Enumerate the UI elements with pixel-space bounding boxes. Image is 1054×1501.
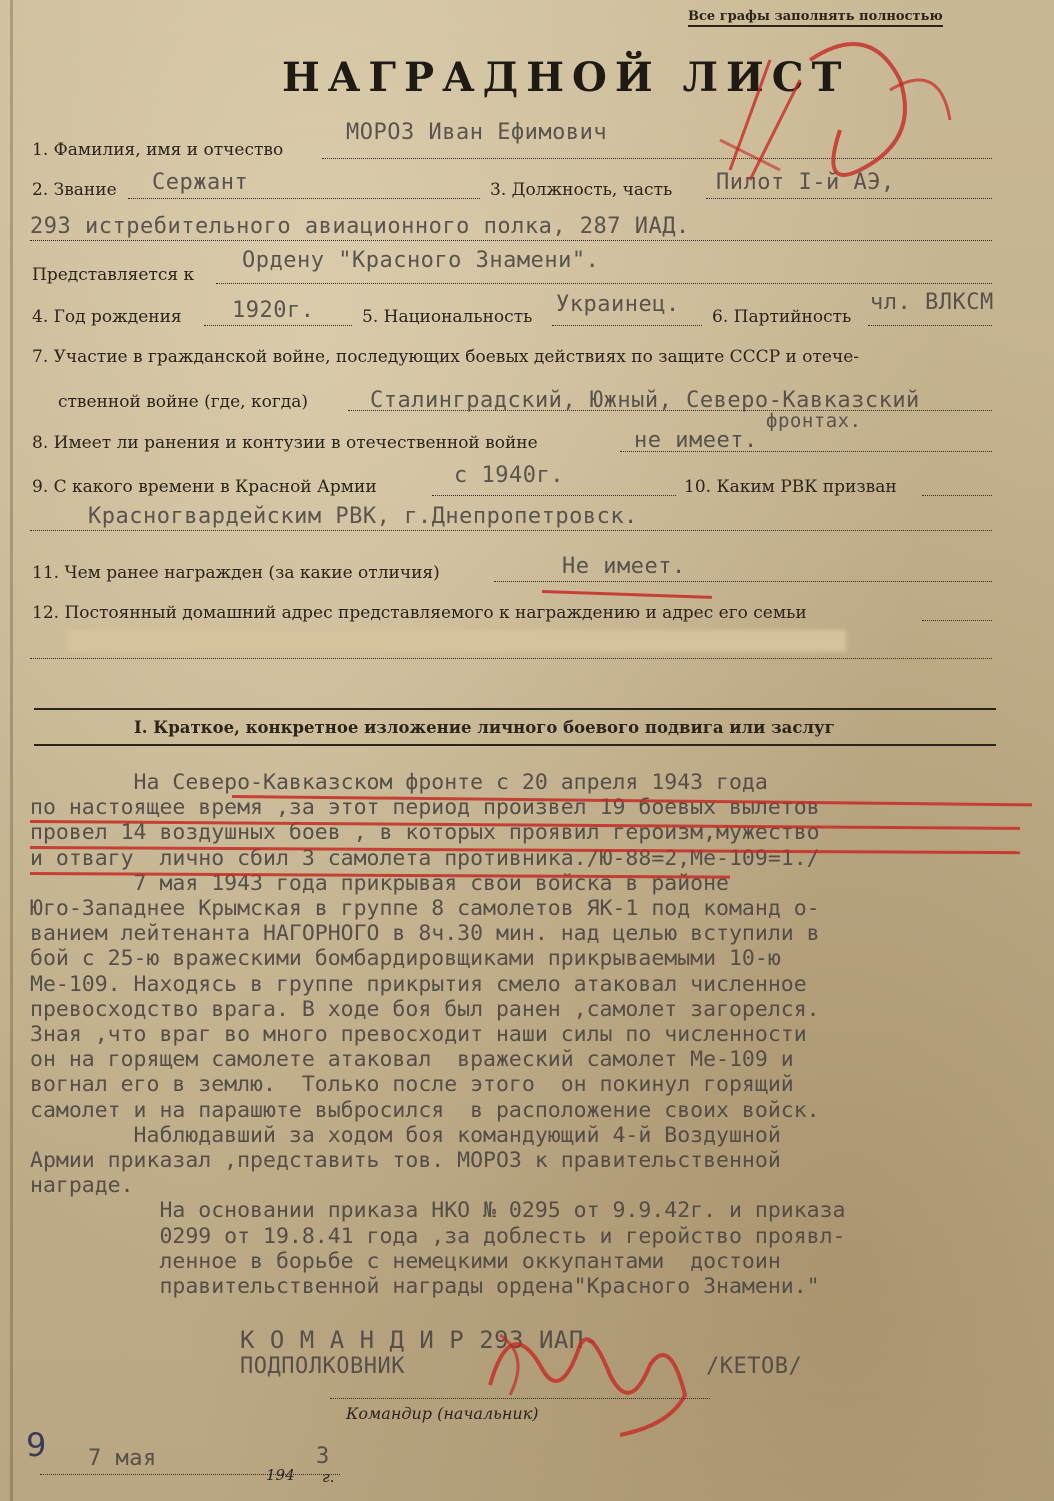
field-11-line [494,581,992,582]
date-suffix: г. [322,1468,335,1486]
field-1-value: МОРОЗ Иван Ефимович [346,120,608,145]
commander-rank: ПОДПОЛКОВНИК [240,1354,405,1379]
field-9-line [432,495,676,496]
narrative-line: вогнал его в землю. Только после этого он покинул горящий [30,1072,794,1098]
field-9-label: 9. С какого времени в Красной Армии [32,477,377,497]
redacted-address [66,630,846,652]
narrative-line: На основании приказа НКО № 0295 от 9.9.42г. и приказа [30,1198,846,1224]
commander-name: /КЕТОВ/ [706,1354,803,1379]
field-7-value-cont: фронтах. [766,410,862,432]
fold-crease [10,0,13,1501]
field-5-line [552,325,702,326]
narrative-line: и отвагу лично сбил 3 самолета противника./Ю-88=2,Ме-109=1./ [30,845,820,871]
field-2-value: Сержант [152,170,249,195]
field-3-label: 3. Должность, часть [490,180,673,200]
field-1-label: 1. Фамилия, имя и отчество [32,140,284,160]
field-3-value: Пилот I-й АЭ, [716,170,895,195]
field-7-label-line2: ственной войне (где, когда) [58,392,308,412]
field-3-cont-line [30,240,992,241]
field-6-label: 6. Партийность [712,307,852,327]
field-11-label: 11. Чем ранее награжден (за какие отличия) [32,563,440,583]
field-10-line [922,495,992,496]
narrative-line: Зная ,что враг во много превосходит наши силы по численности [30,1022,807,1048]
top-note: Все графы заполнять полностью [688,9,943,27]
field-6-line [868,325,992,326]
narrative-line: провел 14 воздушных боев , в которых проявил героизм,мужество [30,820,820,846]
field-4-value: 1920г. [232,298,315,323]
field-9-value: с 1940г. [454,463,564,488]
field-10-label: 10. Каким РВК призван [684,477,897,497]
field-5-label: 5. Национальность [362,307,533,327]
narrative-line: награде. [30,1173,134,1199]
field-6-value: чл. ВЛКСМ [870,290,994,315]
field-7-value: Сталинградский, Южный, Северо-Кавказский [370,388,920,413]
narrative-line: он на горящем самолете атаковал вражеский самолет Ме-109 и [30,1047,794,1073]
section-rule-top [34,708,996,710]
date-day: 7 мая [88,1446,157,1471]
field-8-value: не имеет. [634,428,758,453]
field-12-cont-line [30,658,992,659]
field-10-value: Красногвардейским РВК, г.Днепропетровск. [88,504,638,529]
field-4-label: 4. Год рождения [32,307,182,327]
section-rule-bottom [34,744,996,746]
field-12-label: 12. Постоянный домашний адрес представляемого к награждению и адрес его семьи [32,603,807,623]
presented-label: Представляется к [32,265,195,285]
signature-label: Командир (начальник) [346,1404,539,1423]
narrative-line: Ме-109. Находясь в группе прикрытия смело атаковал численное [30,971,807,997]
narrative-line: 7 мая 1943 года прикрывая свои войска в районе [30,870,729,896]
red-underline [542,590,712,599]
field-12-line [922,620,992,621]
narrative-line: Армии приказал ,представить тов. МОРОЗ к правительственной [30,1148,781,1174]
field-7-label-line1: 7. Участие в гражданской войне, последующих боевых действиях по защите СССР и отече- [32,347,860,367]
field-2-line [128,198,480,199]
commander-line: К О М А Н Д И Р 293 ИАП- [240,1326,599,1354]
narrative-line: превосходство врага. В ходе боя был ранен ,самолет загорелся. [30,996,820,1022]
margin-pencil-mark: 9 [26,1426,47,1464]
field-11-value: Не имеет. [562,554,686,579]
document-title: НАГРАДНОЙ ЛИСТ [282,54,850,101]
narrative-line: самолет и на парашюте выбросился в расположение своих войск. [30,1097,820,1123]
field-5-value: Украинец. [556,292,680,317]
date-line [40,1474,340,1475]
section-heading: I. Краткое, конкретное изложение личного боевого подвига или заслуг [134,718,835,737]
narrative-line: На Северо-Кавказском фронте с 20 апреля 1943 года [30,770,768,795]
narrative-line: Наблюдавший за ходом боя командующий 4-й Воздушной [30,1122,781,1148]
signature-line [330,1398,710,1399]
presented-line [216,283,992,284]
narrative-line: правительственной награды ордена"Красного Знамени." [30,1274,820,1300]
date-prefix: 194 [266,1466,295,1484]
date-year: 3 [316,1444,330,1469]
field-10-cont-line [30,530,992,531]
narrative-line: ленное в борьбе с немецкими оккупантами достоин [30,1248,781,1274]
narrative-line: Юго-Западнее Крымская в группе 8 самолетов ЯК-1 под команд о- [30,896,820,922]
narrative-line: бой с 25-ю вражескими бомбардировщиками прикрываемыми 10-ю [30,946,781,972]
red-pencil-annotation [690,20,990,220]
field-8-label: 8. Имеет ли ранения и контузии в отечественной войне [32,433,538,453]
narrative-line: 0299 от 19.8.41 года ,за доблесть и геройство проявл- [30,1223,846,1249]
field-2-label: 2. Звание [32,180,117,200]
red-signature [470,1305,710,1445]
narrative-line: по настоящее время ,за этот период произвел 19 боевых вылетов [30,795,820,821]
field-3-value-cont: 293 истребительного авиационного полка, 287 ИАД. [30,214,690,239]
field-4-line [204,325,352,326]
presented-value: Ордену "Красного Знамени". [242,248,600,273]
narrative-line: ванием лейтенанта НАГОРНОГО в 8ч.30 мин. над целью вступили в [30,921,820,947]
